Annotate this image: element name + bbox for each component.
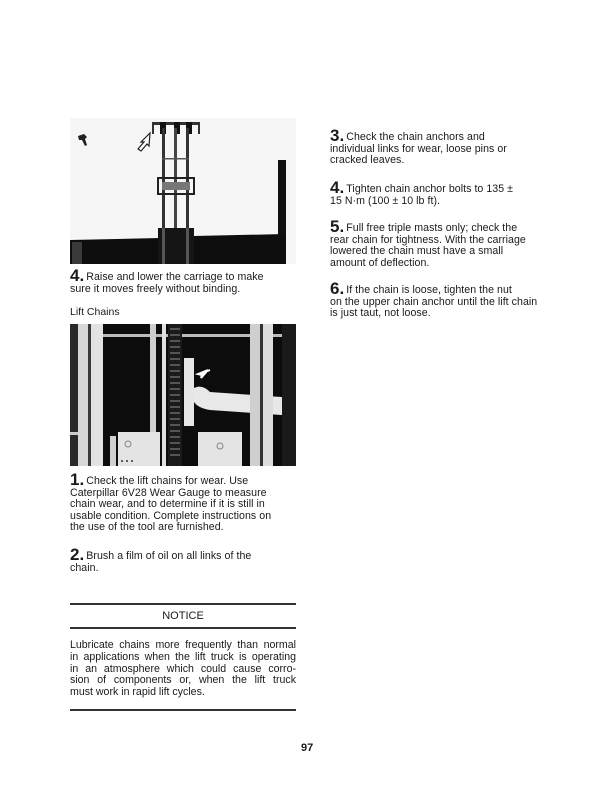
step-text: Full free triple masts only; check the <box>346 222 518 234</box>
chain-gauge-photo <box>70 324 296 466</box>
notice-line: in applications when the lift truck is operating <box>70 650 296 663</box>
step-text: lowered the chain must have a small <box>330 245 504 258</box>
step-text: Raise and lower the carriage to make <box>86 271 264 283</box>
step-text: cracked leaves. <box>330 154 405 167</box>
step-number: 3. <box>330 126 345 145</box>
step-text: amount of deflection. <box>330 256 430 269</box>
step-text: chain wear, and to determine if it is still in <box>70 498 265 511</box>
step-text: Check the chain anchors and <box>346 131 485 143</box>
step-4-right <box>330 178 570 207</box>
step-text: Check the lift chains for wear. Use <box>86 475 249 487</box>
step-number: 4. <box>70 266 85 285</box>
step-text: 15 N·m (100 ± 10 lb ft). <box>330 194 441 207</box>
step-5 <box>330 217 580 269</box>
mast-illustration <box>70 118 296 264</box>
notice-mid-rule <box>70 627 296 629</box>
step-text: Brush a film of oil on all links of the <box>86 550 252 562</box>
step-number: 5. <box>330 217 345 236</box>
step-text: on the upper chain anchor until the lift chain <box>330 295 538 308</box>
notice-bottom-rule <box>70 709 296 711</box>
step-text: If the chain is loose, tighten the nut <box>346 284 512 296</box>
step-text: rear chain for tightness. With the carriage <box>330 233 526 246</box>
notice-line: Lubricate chains more frequently than normal <box>70 639 296 651</box>
step-number: 4. <box>330 178 345 197</box>
notice-top-rule <box>70 603 296 605</box>
chain-gauge-illustration <box>70 324 296 466</box>
step-1 <box>70 470 302 534</box>
notice-title: NOTICE <box>162 610 204 622</box>
notice-line: sion of components or, when the lift truck <box>70 674 296 687</box>
section-heading: Lift Chains <box>70 306 120 318</box>
step-number: 6. <box>330 279 345 298</box>
step-3 <box>330 126 570 167</box>
step-text: Caterpillar 6V28 Wear Gauge to measure <box>70 486 267 499</box>
step-text: usable condition. Complete instructions on <box>70 509 272 522</box>
step-number: 2. <box>70 545 85 564</box>
step-text: the use of the tool are furnished. <box>70 521 224 534</box>
step-text: is just taut, not loose. <box>330 307 431 320</box>
step-text: Tighten chain anchor bolts to 135 ± <box>346 183 514 195</box>
step-number: 1. <box>70 470 85 489</box>
step-text: individual links for wear, loose pins or <box>330 142 507 155</box>
notice-body <box>70 640 296 699</box>
step-6 <box>330 279 580 320</box>
step-2 <box>70 545 302 574</box>
step-4-left <box>70 266 302 295</box>
page-number: 97 <box>301 742 314 754</box>
mast-photo <box>70 118 296 264</box>
notice-line: must work in rapid lift cycles. <box>70 686 205 699</box>
notice-line: in an atmosphere which could cause corro- <box>70 662 296 675</box>
step-text: sure it moves freely without binding. <box>70 282 241 295</box>
step-text: chain. <box>70 561 99 574</box>
